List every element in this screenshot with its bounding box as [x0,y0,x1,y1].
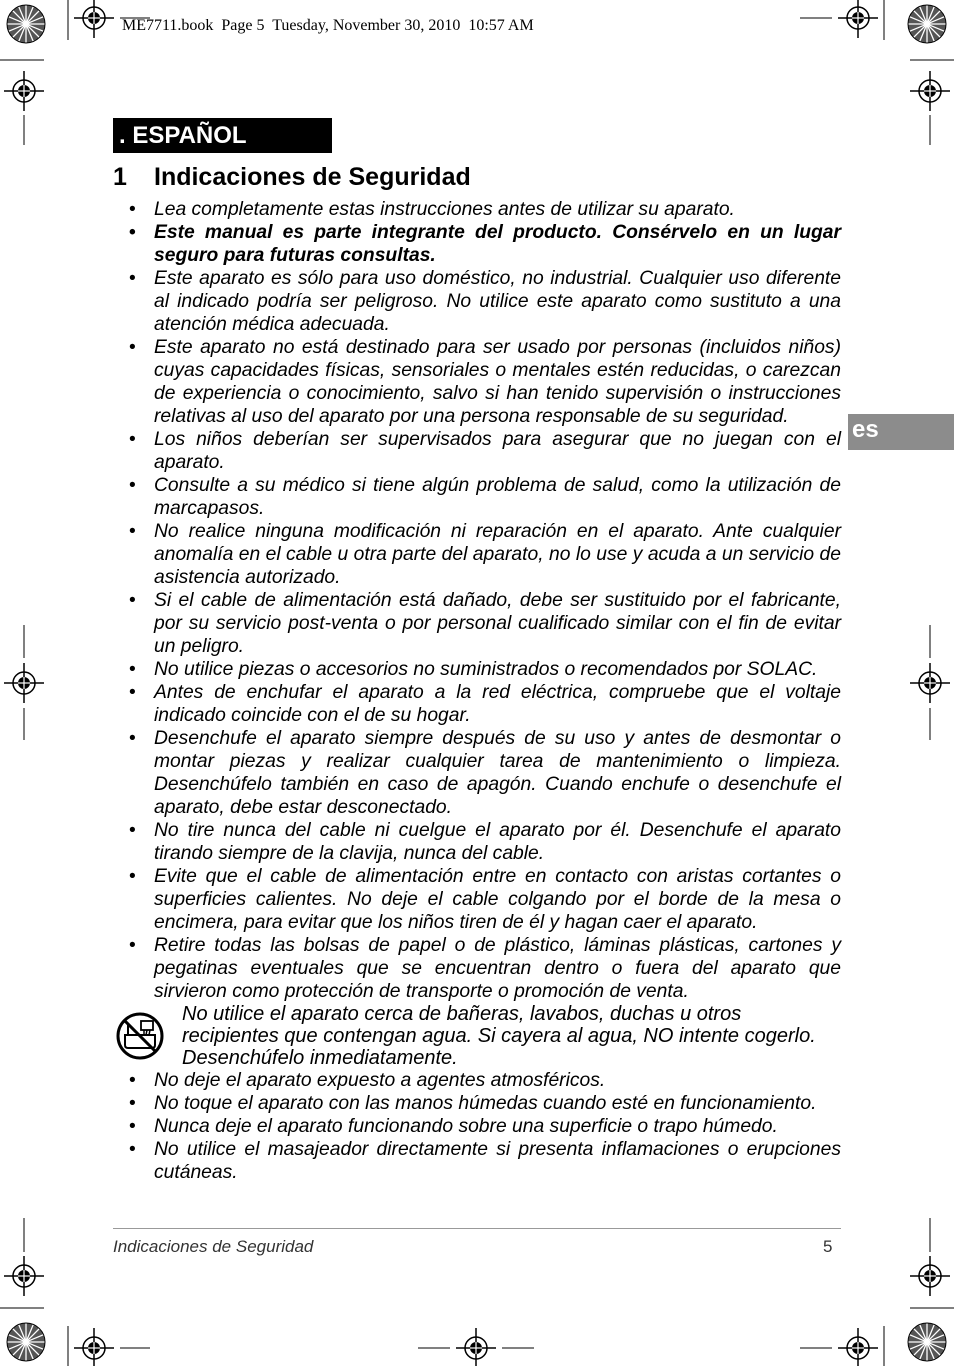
list-item [113,520,841,589]
list-item-text: No utilice piezas o accesorios no suministrados o recomendados por SOLAC. [154,659,818,680]
print-header: ME7711.book Page 5 Tuesday, November 30, 2010 10:57 AM [122,17,534,34]
bullet-marker: • [129,475,136,496]
list-item [113,267,841,336]
list-item-text: No tire nunca del cable ni cuelgue el aparato por él. Desenchufe el aparato tirando siempre de la clavija, nunca del cable. [154,820,841,864]
page-number: 5 [823,1237,833,1256]
bullet-list-secondary [113,1069,841,1184]
water-warning [113,1003,841,1069]
list-item-text: Si el cable de alimentación está dañado, debe ser sustituido por el fabricante, por su servicio post-venta o por personal cualificado similar con el fin de evitar un peligro. [154,590,841,657]
list-item-text: Lea completamente estas instrucciones antes de utilizar su aparato. [154,199,735,220]
footer-section-label: Indicaciones de Seguridad [113,1237,314,1256]
list-item [113,1092,841,1115]
language-banner: . ESPAÑOL [113,118,332,153]
bullet-marker: • [129,268,136,289]
list-item-text: No realice ninguna modificación ni reparación en el aparato. Ante cualquier anomalía en el cable u otra parte del aparato, no lo use y acuda a un servicio de asistencia autorizado. [154,521,841,588]
list-item [113,658,841,681]
list-item-text: Antes de enchufar el aparato a la red eléctrica, compruebe que el voltaje indicado coincide con el de su hogar. [154,682,841,726]
list-item [113,589,841,658]
bullet-marker: • [129,682,136,703]
list-item [113,1138,841,1184]
bullet-marker: • [129,429,136,450]
list-item-text: No utilice el masajeador directamente si presenta inflamaciones o erupciones cutáneas. [154,1139,841,1183]
bullet-marker: • [129,199,136,220]
warning-text: No utilice el aparato cerca de bañeras, lavabos, duchas u otros recipientes que contengan agua. Si cayera al agua, NO intente cogerlo. Desenchúfelo inmediatamente. [182,1003,816,1069]
list-item [113,934,841,1003]
bullet-marker: • [129,1116,136,1137]
list-item-text: Nunca deje el aparato funcionando sobre una superficie o trapo húmedo. [154,1116,778,1137]
list-item-text: Desenchufe el aparato siempre después de su uso y antes de desmontar o montar piezas y realizar cualquier tarea de mantenimiento o limpieza. Desenchúfelo también en caso de apagón. Cuando enchufe o desenchufe el aparato, debe estar desconectado. [154,728,841,818]
list-item-text: No toque el aparato con las manos húmedas cuando esté en funcionamiento. [154,1093,817,1114]
list-item [113,336,841,428]
bullet-marker: • [129,1139,136,1160]
list-item-text: Evite que el cable de alimentación entre en contacto con aristas cortantes o superficies calientes. No deje el cable colgando por el borde de la mesa o encimera, para evitar que los niños tiren de él y hagan caer el aparato. [154,866,841,933]
bullet-marker: • [129,521,136,542]
bullet-marker: • [129,866,136,887]
language-tab: es [848,414,954,450]
list-item-text: Este aparato es sólo para uso doméstico, no industrial. Cualquier uso diferente al indicado podría ser peligroso. No utilice este aparato como sustituto a una atención médica adecuada. [154,268,841,335]
safety-instructions [113,198,841,1184]
bullet-marker: • [129,728,136,749]
list-item-text: No deje el aparato expuesto a agentes atmosféricos. [154,1070,606,1091]
list-item [113,198,841,221]
list-item-text: Consulte a su médico si tiene algún problema de salud, como la utilización de marcapasos. [154,475,841,519]
list-item [113,727,841,819]
list-item [113,1115,841,1138]
bullet-marker: • [129,1070,136,1091]
bullet-list-primary [113,198,841,1003]
bullet-marker: • [129,935,136,956]
section-title: Indicaciones de Seguridad [154,163,471,191]
list-item [113,474,841,520]
list-item-text: Retire todas las bolsas de papel o de plástico, láminas plásticas, cartones y pegatinas eventuales que se encuentran dentro o fuera del aparato que sirvieron como protección de transporte o promoción de venta. [154,935,841,1002]
bullet-marker: • [129,222,136,243]
list-item [113,865,841,934]
list-item [113,221,841,267]
footer-divider [113,1228,841,1229]
bullet-marker: • [129,1093,136,1114]
bullet-marker: • [129,590,136,611]
list-item-text: Los niños deberían ser supervisados para asegurar que no juegan con el aparato. [154,429,841,473]
bullet-marker: • [129,659,136,680]
list-item-text: Este aparato no está destinado para ser usado por personas (incluidos niños) cuyas capacidades físicas, sensoriales o mentales estén reducidas, o carezcan de experiencia o conocimiento, salvo si han tenido supervisión o instrucciones relativas al uso del aparato por una persona responsable de su seguridad. [154,337,841,427]
no-water-bath-icon [115,1011,165,1061]
bullet-marker: • [129,337,136,358]
section-number: 1 [113,163,127,191]
list-item [113,681,841,727]
list-item [113,428,841,474]
list-item [113,1069,841,1092]
section-heading [113,163,471,192]
list-item [113,819,841,865]
bullet-marker: • [129,820,136,841]
list-item-text: Este manual es parte integrante del producto. Consérvelo en un lugar seguro para futuras consultas. [154,222,841,266]
